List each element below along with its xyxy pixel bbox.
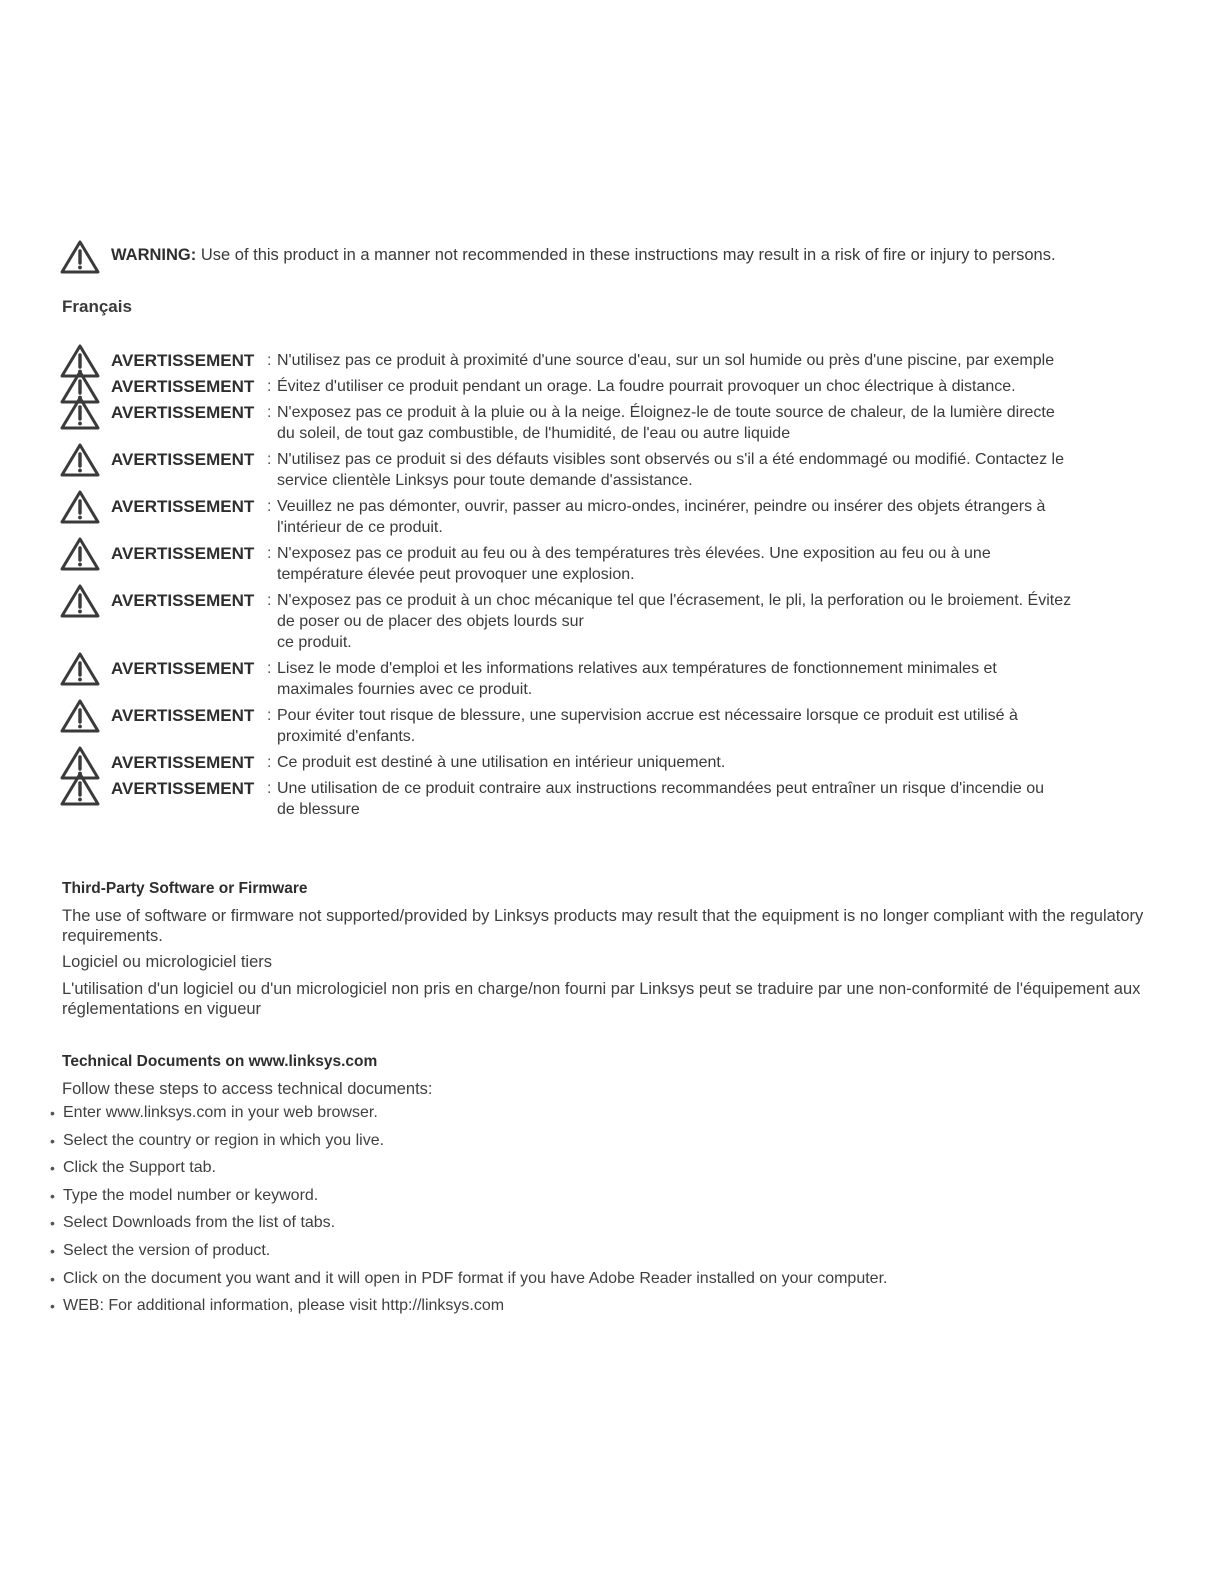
step-text: Select Downloads from the list of tabs. xyxy=(63,1214,336,1232)
avertissement-line1: N'utilisez pas ce produit à proximité d'une source d'eau, sur un sol humide ou près d'une piscine, par exemple xyxy=(277,352,1055,369)
avertissement-colon: : xyxy=(267,545,272,562)
avertissement-colon: : xyxy=(267,592,272,609)
avertissement-colon: : xyxy=(267,498,272,515)
step-text: Click on the document you want and it will open in PDF format if you have Adobe Reader installed on your computer. xyxy=(63,1269,888,1287)
step-text: Select the version of product. xyxy=(63,1241,271,1259)
french-heading: Français xyxy=(62,297,132,316)
avertissement-colon: : xyxy=(267,378,272,395)
step-text: WEB: For additional information, please visit http://linksys.com xyxy=(63,1297,505,1315)
avertissement-colon: : xyxy=(267,352,272,369)
avertissement-label: AVERTISSEMENT xyxy=(111,351,255,370)
bullet-icon: • xyxy=(50,1105,55,1121)
avertissement-colon: : xyxy=(267,660,272,677)
bullet-icon: • xyxy=(50,1187,55,1204)
third-party-text-fr: L'utilisation d'un logiciel ou d'un micrologiciel non pris en charge/non fourni par Linksys peut se traduire par une non-conformité de l'équipement aux réglementations en vigueur xyxy=(62,980,1141,1018)
avertissement-line1: N'exposez pas ce produit au feu ou à des températures très élevées. Une exposition au feu ou à une xyxy=(277,545,991,562)
avertissement-line1: N'exposez pas ce produit à un choc mécanique tel que l'écrasement, le pli, la perforation ou le broiement. Évitez xyxy=(277,592,1072,609)
bullet-icon: • xyxy=(50,1298,55,1315)
step-text: Enter www.linksys.com in your web browser. xyxy=(63,1104,378,1121)
avertissement-text xyxy=(277,543,1182,585)
tech-docs-heading: Technical Documents on www.linksys.com xyxy=(62,1053,378,1070)
avertissement-text xyxy=(277,402,1182,444)
avertissement-label: AVERTISSEMENT xyxy=(111,706,255,725)
avertissement-colon: : xyxy=(267,707,272,724)
avertissement-label: AVERTISSEMENT xyxy=(111,450,255,469)
avertissement-line2: l'intérieur de ce produit. xyxy=(277,519,443,536)
avertissement-line1: N'exposez pas ce produit à la pluie ou à la neige. Éloignez-le de toute source de chaleur, de la lumière directe xyxy=(277,404,1055,421)
avertissement-text xyxy=(277,778,1182,820)
avertissement-text xyxy=(277,705,1182,747)
avertissement-line1: Une utilisation de ce produit contraire aux instructions recommandées peut entraîner un risque d'incendie ou xyxy=(277,780,1045,797)
warning-triangle-icon xyxy=(60,584,100,618)
bullet-icon: • xyxy=(50,1215,55,1232)
warning-triangle-icon xyxy=(60,396,100,430)
avertissement-line1: Ce produit est destiné à une utilisation en intérieur uniquement. xyxy=(277,754,726,771)
avertissement-colon: : xyxy=(267,780,272,797)
avertissement-text xyxy=(277,449,1182,491)
list-item xyxy=(50,1296,1190,1324)
step-text: Select the country or region in which you live. xyxy=(63,1131,385,1149)
avertissement-line1: Évitez d'utiliser ce produit pendant un orage. La foudre pourrait provoquer un choc électrique à distance. xyxy=(277,378,1016,395)
avertissement-label: AVERTISSEMENT xyxy=(111,544,255,563)
avertissement-label: AVERTISSEMENT xyxy=(111,591,255,610)
avertissement-colon: : xyxy=(267,754,272,771)
bullet-icon: • xyxy=(50,1242,55,1259)
third-party-text-en: The use of software or firmware not supported/provided by Linksys products may result that the equipment is no longer compliant with the regulatory requirements. xyxy=(62,907,1144,945)
warning-triangle-icon xyxy=(60,699,100,733)
list-item xyxy=(50,1186,1190,1214)
avertissement-label: AVERTISSEMENT xyxy=(111,403,255,422)
list-item xyxy=(50,1269,1190,1297)
third-party-heading: Third-Party Software or Firmware xyxy=(62,880,308,897)
avertissement-text xyxy=(277,496,1182,538)
avertissement-label: AVERTISSEMENT xyxy=(111,497,255,516)
warning-triangle-icon xyxy=(60,772,100,806)
avertissement-label: AVERTISSEMENT xyxy=(111,377,255,396)
tech-docs-steps xyxy=(50,1103,1190,1324)
bullet-icon: • xyxy=(50,1132,55,1149)
avertissement-line2: de poser ou de placer des objets lourds sur xyxy=(277,613,584,630)
avertissement-line3: ce produit. xyxy=(277,634,352,651)
list-item xyxy=(50,1213,1190,1241)
warning-triangle-icon xyxy=(60,652,100,686)
avertissement-colon: : xyxy=(267,451,272,468)
tech-docs-intro: Follow these steps to access technical documents: xyxy=(62,1080,433,1098)
avertissement-label: AVERTISSEMENT xyxy=(111,753,255,772)
warning-triangle-icon xyxy=(60,443,100,477)
avertissement-colon: : xyxy=(267,404,272,421)
avertissement-line1: Veuillez ne pas démonter, ouvrir, passer au micro-ondes, incinérer, peindre ou insérer des objets étrangers à xyxy=(277,498,1046,515)
avertissement-text xyxy=(277,590,1182,653)
warning-english xyxy=(111,245,1191,266)
avertissement-text xyxy=(277,658,1182,700)
bullet-icon: • xyxy=(50,1160,55,1177)
avertissement-line1: N'utilisez pas ce produit si des défauts visibles sont observés ou s'il a été endommagé ou modifié. Contactez le xyxy=(277,451,1064,468)
avertissement-line2: de blessure xyxy=(277,801,360,818)
warning-triangle-icon xyxy=(60,537,100,571)
list-item xyxy=(50,1241,1190,1269)
avertissement-line2: proximité d'enfants. xyxy=(277,728,416,745)
list-item xyxy=(50,1158,1190,1186)
avertissement-label: AVERTISSEMENT xyxy=(111,779,255,798)
avertissement-text xyxy=(277,752,1182,773)
avertissement-label: AVERTISSEMENT xyxy=(111,659,255,678)
third-party-heading-fr: Logiciel ou micrologiciel tiers xyxy=(62,953,273,971)
avertissement-line2: température élevée peut provoquer une explosion. xyxy=(277,566,635,583)
step-text: Type the model number or keyword. xyxy=(63,1186,319,1204)
avertissement-text xyxy=(277,350,1182,371)
avertissement-line2: maximales fournies avec ce produit. xyxy=(277,681,533,698)
warning-label: WARNING: xyxy=(111,246,197,264)
step-text: Click the Support tab. xyxy=(63,1159,216,1177)
list-item xyxy=(50,1103,1190,1131)
avertissement-line1: Lisez le mode d'emploi et les informations relatives aux températures de fonctionnement minimales et xyxy=(277,660,997,677)
bullet-icon: • xyxy=(50,1270,55,1287)
avertissement-line1: Pour éviter tout risque de blessure, une supervision accrue est nécessaire lorsque ce produit est utilisé à xyxy=(277,707,1018,724)
avertissement-line2: service clientèle Linksys pour toute demande d'assistance. xyxy=(277,472,693,489)
list-item xyxy=(50,1131,1190,1159)
warning-text: Use of this product in a manner not recommended in these instructions may result in a risk of fire or injury to persons. xyxy=(200,246,1056,264)
avertissement-line2: du soleil, de tout gaz combustible, de l'humidité, de l'eau ou autre liquide xyxy=(277,425,791,442)
warning-triangle-icon xyxy=(60,490,100,524)
warning-triangle-icon xyxy=(60,240,100,274)
avertissement-text xyxy=(277,376,1182,397)
